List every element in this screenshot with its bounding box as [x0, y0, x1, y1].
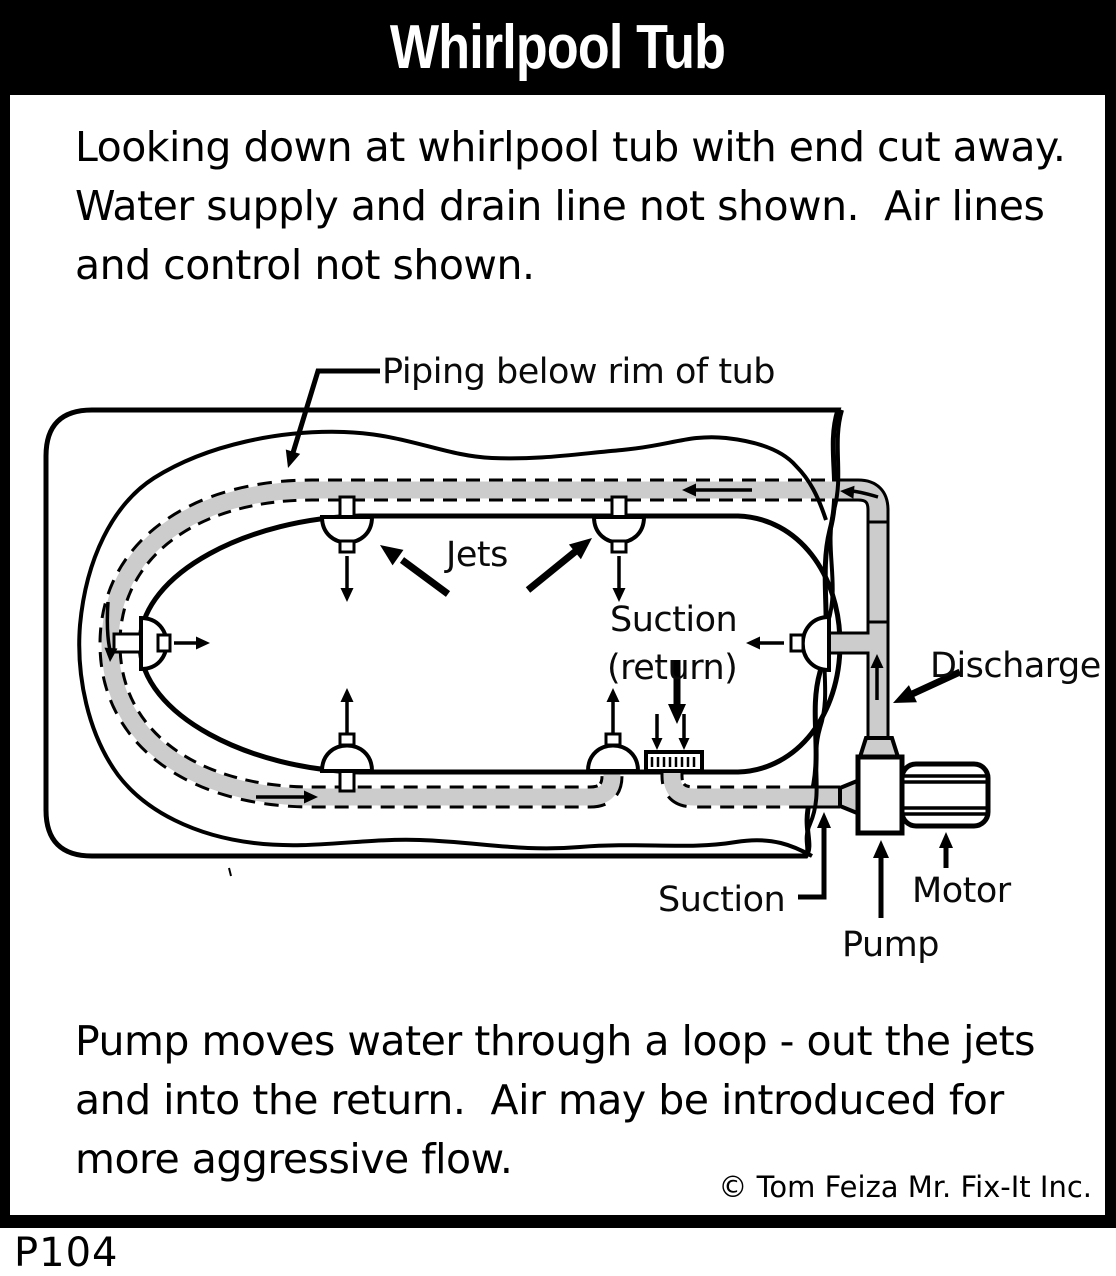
- label-suction-return-1: Suction: [610, 600, 738, 640]
- pump-body: [858, 757, 902, 833]
- stray-mark: [229, 868, 231, 876]
- label-suction: Suction: [658, 880, 786, 920]
- pump-outlet-fitting: [860, 738, 898, 757]
- jet-dome-icon: [803, 617, 829, 670]
- label-suction-return-2: (return): [607, 648, 738, 688]
- footer-line: Pump moves water through a loop - out the jets: [75, 1017, 1036, 1065]
- jet-stem: [612, 497, 626, 517]
- footer-paragraph: [75, 1012, 1035, 1189]
- jet-nozzle: [606, 734, 620, 745]
- jet-dome-icon: [588, 746, 638, 772]
- footer-line: more aggressive flow.: [75, 1135, 513, 1183]
- jet-nozzle: [612, 541, 626, 552]
- footer-line: and into the return. Air may be introduced for: [75, 1076, 1004, 1124]
- jet-stem: [340, 497, 354, 517]
- page-code: P104: [14, 1230, 119, 1276]
- page-title: Whirlpool Tub: [390, 13, 726, 82]
- jet-nozzle: [340, 734, 354, 745]
- intro-line: Looking down at whirlpool tub with end cut away.: [75, 123, 1066, 171]
- jet-stem: [340, 771, 354, 791]
- jet-dome-icon: [322, 746, 372, 772]
- intro-line: and control not shown.: [75, 241, 535, 289]
- jet-nozzle: [791, 635, 803, 651]
- jet-nozzle: [340, 541, 354, 552]
- pump-motor-assembly: [840, 738, 988, 833]
- copyright-notice: © Tom Feiza Mr. Fix-It Inc.: [718, 1170, 1092, 1204]
- jet-dome-icon: [594, 517, 644, 543]
- label-jets: Jets: [446, 535, 508, 575]
- motor-body: [902, 764, 988, 826]
- intro-line: Water supply and drain line not shown. Air lines: [75, 182, 1045, 230]
- label-pump: Pump: [842, 925, 939, 965]
- label-piping: Piping below rim of tub: [382, 352, 775, 392]
- jet-nozzle: [158, 635, 170, 651]
- label-motor: Motor: [912, 871, 1011, 911]
- jet-stem: [114, 634, 142, 652]
- jet-dome-icon: [322, 517, 372, 543]
- label-discharge: Discharge: [930, 646, 1101, 686]
- suction-grate: [646, 752, 702, 771]
